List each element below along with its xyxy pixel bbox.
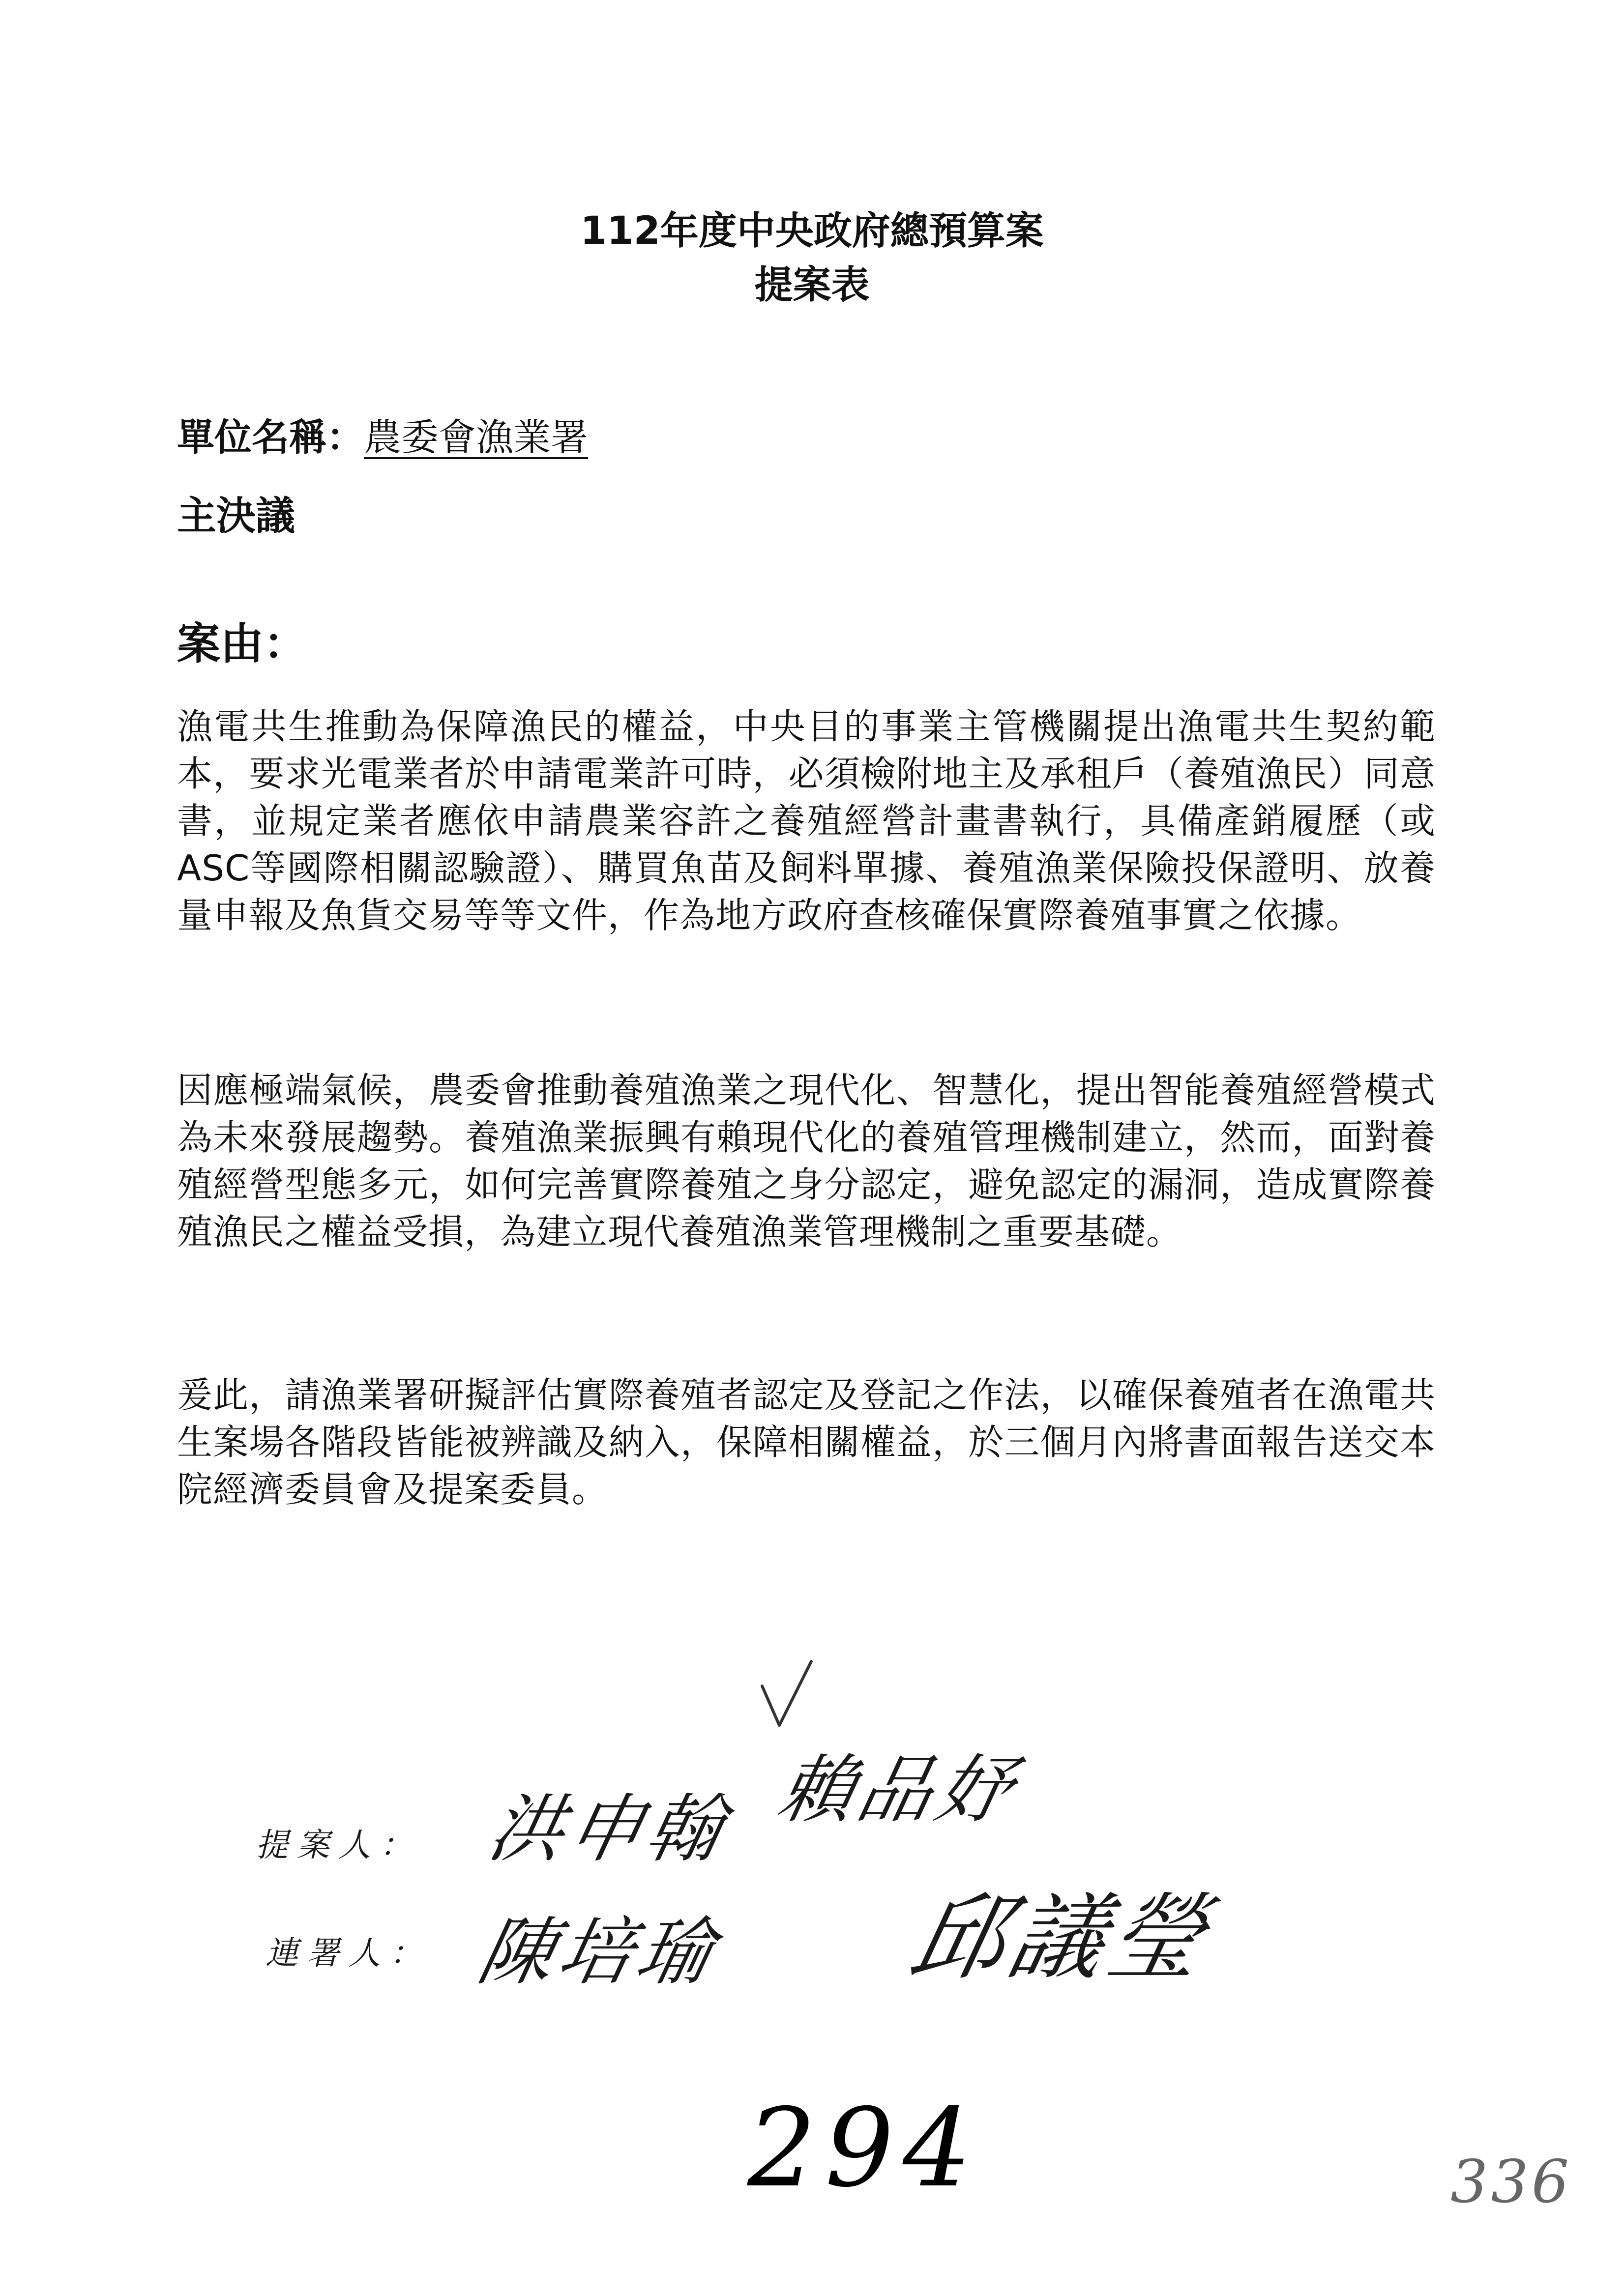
cosigner-signature [471,1892,726,1999]
unit-line [177,413,588,462]
unit-value: 農委會漁業署 [364,415,588,459]
handwritten-page-number: 294 [747,2085,980,2211]
document-title: 112年度中央政府總預算案 [580,209,1044,253]
proposer-signature [481,1770,736,1876]
paragraph: 漁電共生推動為保障漁民的權益，中央目的事業主管機關提出漁電共生契約範本，要求光電業者於申請電業許可時，必須檢附地主及承租戶（養殖漁民）同意書，並規定業者應依申請農業容許之養殖經營計畫書執行，具備產銷履歷（或ASC等國際相關認驗證）、購買魚苗及飼料單據、養殖漁業保險投保證明、放養量申報及魚貨交易等等文件，作為地方政府查核確保實際養殖事實之依據。 [177,706,1436,936]
signature-text: 洪申翰 [481,1787,736,1872]
signature-text: 邱議瑩 [901,1884,1220,1992]
handwritten-sheet-number: 336 [1450,2148,1572,2216]
main-resolution-heading: 主決議 [177,493,295,539]
cosigner-signature [901,1863,1220,1997]
document-subtitle: 提案表 [754,263,870,307]
proposer-signature [771,1730,1026,1836]
check-mark-icon [757,1657,816,1730]
signature-text: 賴品妤 [771,1747,1026,1833]
unit-label: 單位名稱： [177,415,364,459]
signature-text: 陳培瑜 [471,1910,726,1995]
proposer-label: 提案人： [256,1826,421,1864]
paragraph: 爰此，請漁業署研擬評估實際養殖者認定及登記之作法，以確保養殖者在漁電共生案場各階段皆能被辨識及納入，保障相關權益，於三個月內將書面報告送交本院經濟委員會及提案委員。 [177,1374,1436,1510]
paragraph: 因應極端氣候，農委會推動養殖漁業之現代化、智慧化，提出智能養殖經營模式為未來發展趨勢。養殖漁業振興有賴現代化的養殖管理機制建立，然而，面對養殖經營型態多元，如何完善實際養殖之身分認定，避免認定的漏洞，造成實際養殖漁民之權益受損，為建立現代養殖漁業管理機制之重要基礎。 [177,1070,1436,1252]
reason-heading: 案由： [177,618,307,669]
cosigner-label: 連署人： [266,1934,431,1972]
